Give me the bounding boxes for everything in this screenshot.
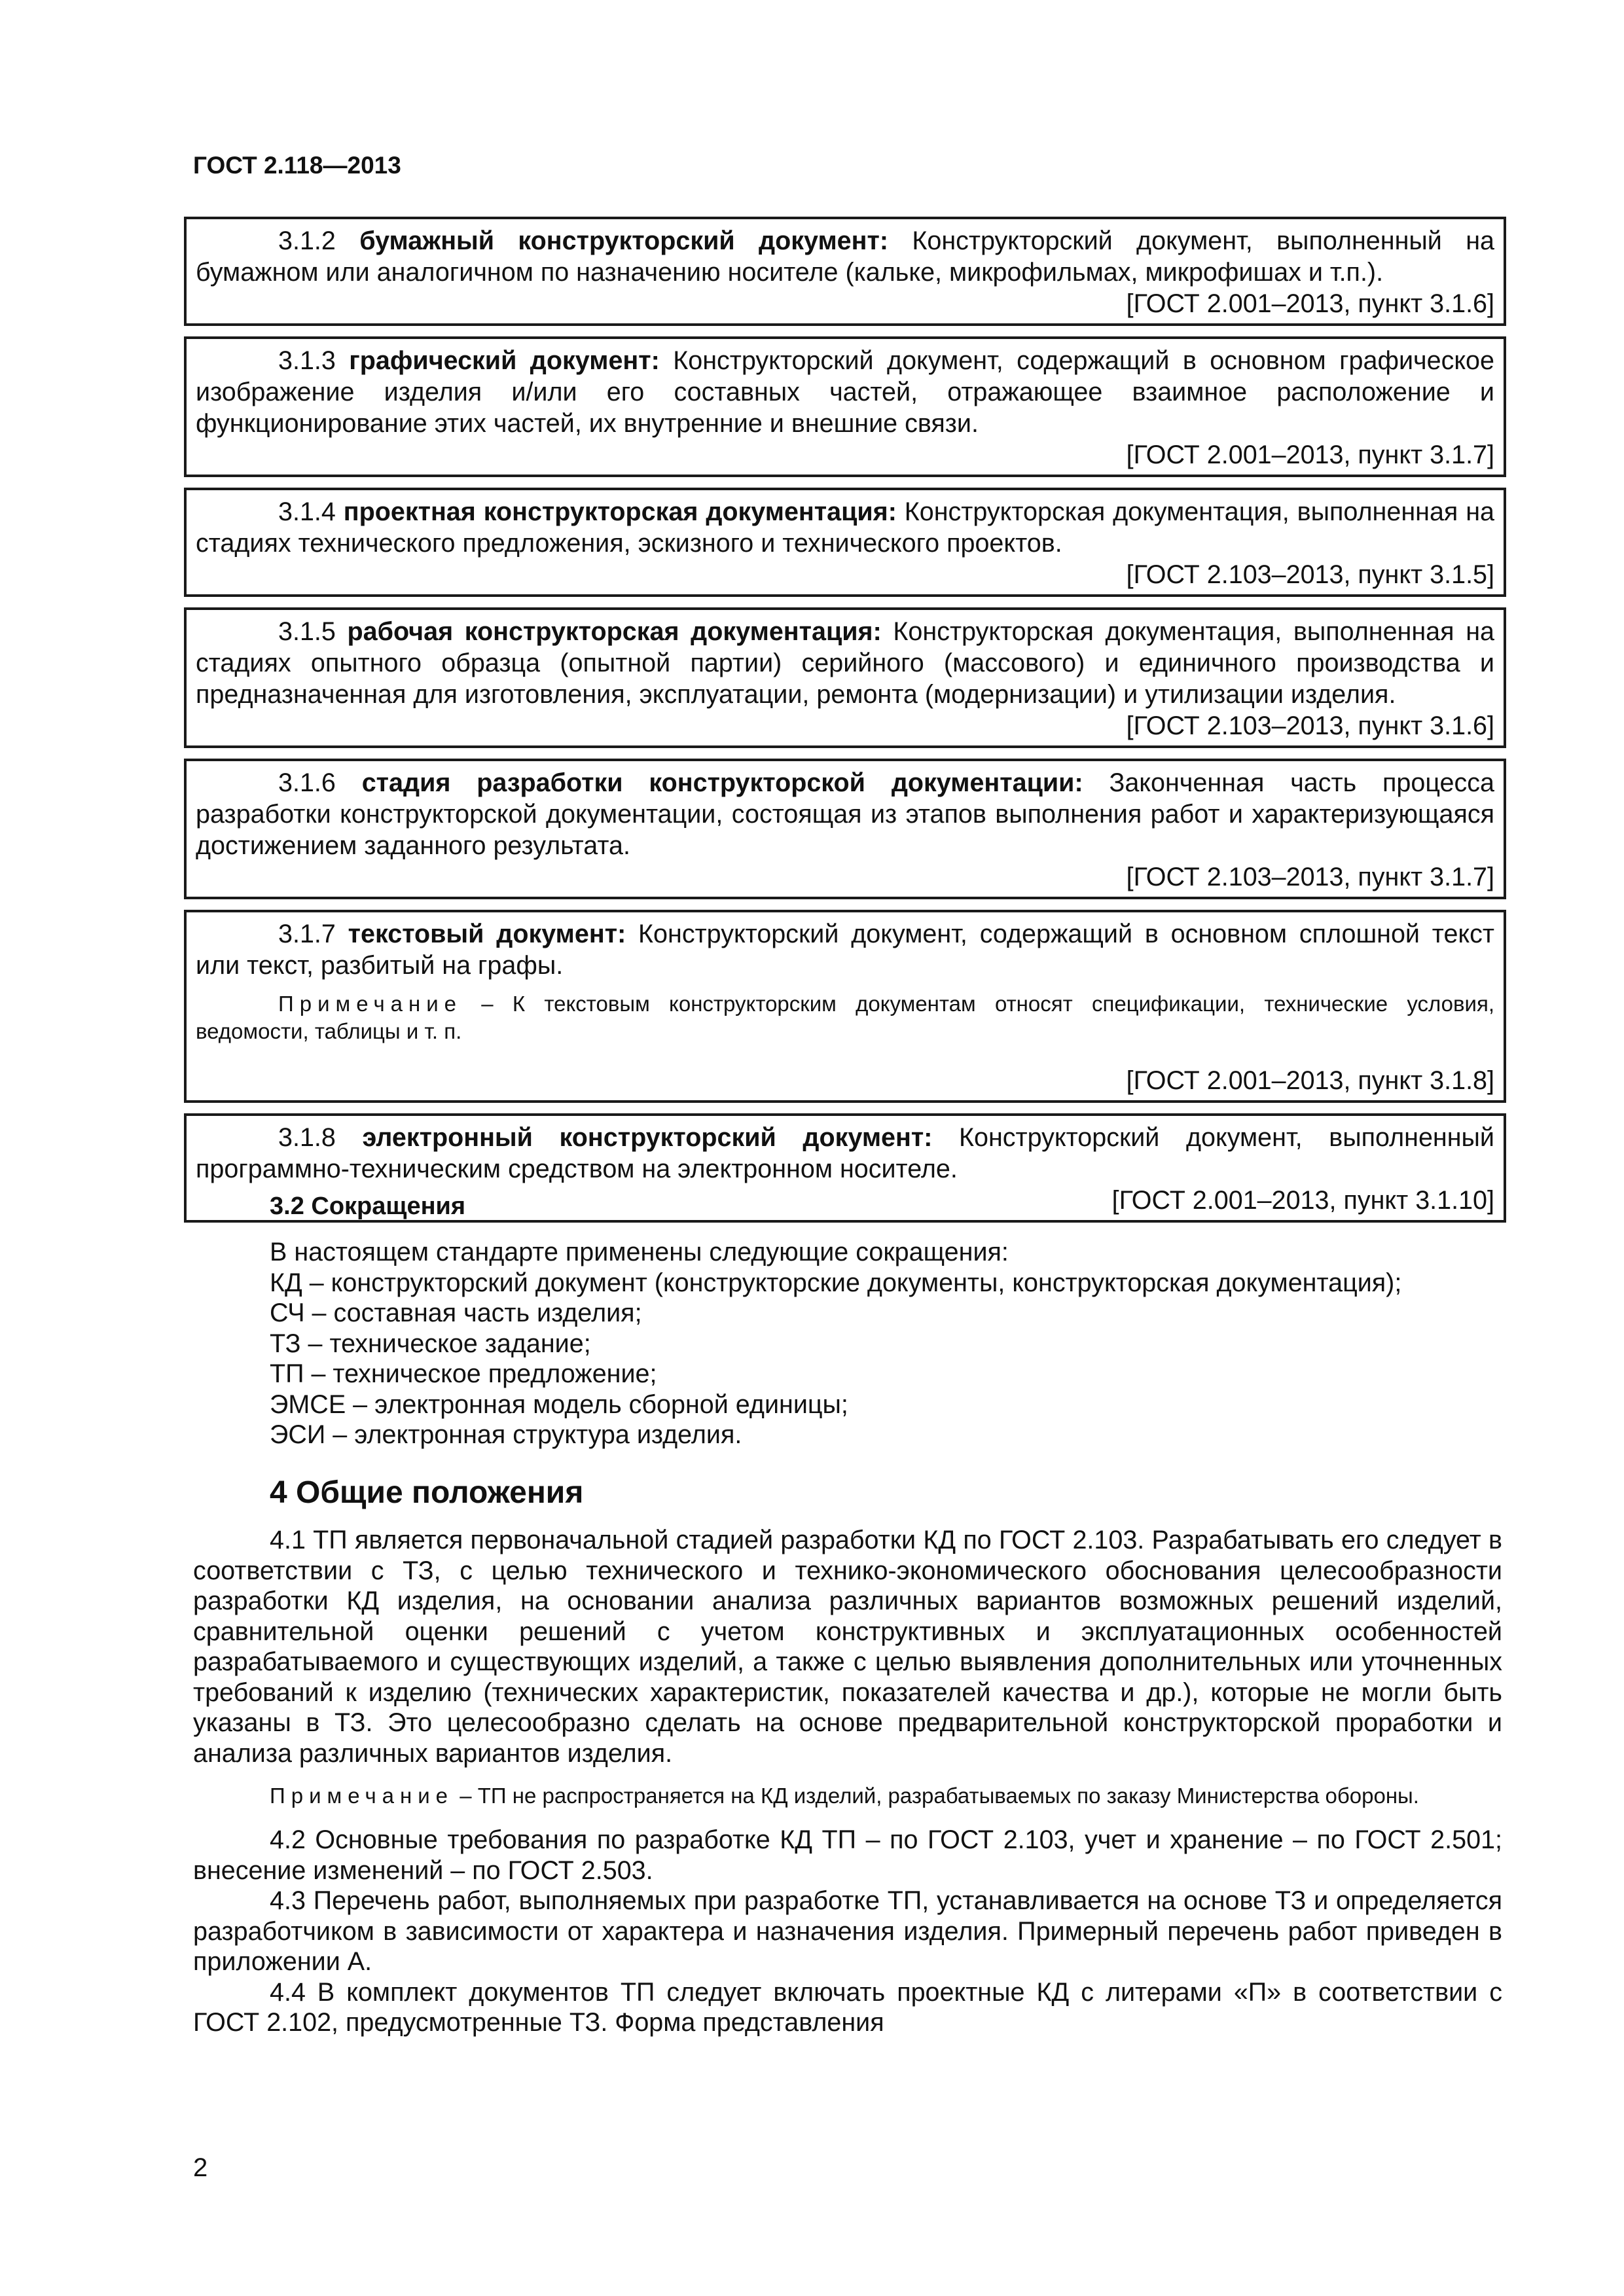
- term-name: текстовый документ:: [348, 920, 626, 948]
- paragraph: 4.1 ТП является первоначальной стадией разработки КД по ГОСТ 2.103. Разрабатывать его следует в соответствии с ТЗ, с целью технического и технико-экономического обоснования целесообразности разработки КД изделия, на основании анализа различных вариантов возможных решений изделий, сравнительной оценки решений с учетом конструктивных и эксплуатационных особенностей разрабатываемого и существующих изделий, а также с целью выявления дополнительных или уточненных требований к изделию (технических характеристик, показателей качества и др.), которые не могли быть указаны в ТЗ. Это целесообразно сделать на основе предварительной конструкторской проработки и анализа различных вариантов изделия.: [193, 1526, 1502, 1768]
- terms-list: [184, 217, 1506, 1233]
- abbreviation-item: ТП – техническое предложение;: [270, 1359, 657, 1388]
- note-label: Примечание: [278, 992, 463, 1016]
- term-box: [184, 759, 1506, 899]
- abbreviations-intro: В настоящем стандарте применены следующие сокращения:: [270, 1238, 1009, 1266]
- abbreviation-item: КД – конструкторский документ (конструкторские документы, конструкторская документация);: [270, 1268, 1402, 1297]
- term-number: 3.1.6: [278, 768, 336, 797]
- term-definition: Конструкторская документация, выполненная на стадиях технического предложения, эскизного и технического проектов.: [196, 497, 1494, 558]
- term-box: [184, 910, 1506, 1103]
- term-box: [184, 607, 1506, 748]
- term-number: 3.1.5: [278, 617, 336, 646]
- term-number: 3.1.4: [278, 497, 336, 526]
- term-number: 3.1.8: [278, 1123, 336, 1152]
- paragraph: 4.2 Основные требования по разработке КД ТП – по ГОСТ 2.103, учет и хранение – по ГОСТ 2.501; внесение изменений – по ГОСТ 2.503.: [193, 1825, 1502, 1885]
- term-box: [184, 336, 1506, 477]
- term-name: проектная конструкторская документация:: [343, 497, 897, 526]
- term-text: [196, 225, 1494, 288]
- term-definition: Конструкторская документация, выполненная на стадиях опытного образца (опытной партии) серийного (массового) и единичного производства и предназначенная для изготовления, эксплуатации, ремонта (модернизации) и утилизации изделия.: [196, 617, 1494, 709]
- term-reference: [ГОСТ 2.103–2013, пункт 3.1.6]: [1126, 711, 1494, 740]
- term-box: [184, 488, 1506, 597]
- term-name: стадия разработки конструкторской документации:: [361, 768, 1083, 797]
- paragraph: 4.3 Перечень работ, выполняемых при разработке ТП, устанавливается на основе ТЗ и определяется разработчиком в зависимости от характера и назначения изделия. Примерный перечень работ приведен в приложении А.: [193, 1886, 1502, 1976]
- term-text: [196, 616, 1494, 710]
- section-body: [193, 1525, 1502, 2038]
- term-definition: Конструкторский документ, выполненный на бумажном или аналогичном по назначению носителе (кальке, микрофильмах, микрофишах и т.п.).: [196, 226, 1494, 287]
- note: [193, 1783, 1502, 1809]
- term-reference: [ГОСТ 2.001–2013, пункт 3.1.8]: [1126, 1066, 1494, 1095]
- note-text: – ТП не распространяется на КД изделий, разрабатываемых по заказу Министерства обороны.: [460, 1784, 1419, 1808]
- abbreviation-item: ЭСИ – электронная структура изделия.: [270, 1420, 742, 1449]
- term-definition: Законченная часть процесса разработки конструкторской документации, состоящая из этапов выполнения работ и характеризующаяся достижением заданного результата.: [196, 768, 1494, 860]
- term-name: рабочая конструкторская документация:: [347, 617, 882, 646]
- term-text: [196, 918, 1494, 981]
- term-reference: [ГОСТ 2.001–2013, пункт 3.1.10]: [1111, 1186, 1494, 1215]
- document-header: ГОСТ 2.118—2013: [193, 152, 401, 179]
- abbreviation-item: СЧ – составная часть изделия;: [270, 1299, 642, 1327]
- term-number: 3.1.7: [278, 920, 336, 948]
- term-reference: [ГОСТ 2.001–2013, пункт 3.1.6]: [1126, 289, 1494, 318]
- note-label: Примечание: [270, 1784, 454, 1808]
- term-reference: [ГОСТ 2.103–2013, пункт 3.1.5]: [1126, 560, 1494, 589]
- term-definition: Конструкторский документ, содержащий в основном сплошной текст или текст, разбитый на графы.: [196, 920, 1494, 980]
- term-text: [196, 1122, 1494, 1185]
- note-text: – К текстовым конструкторским документам относят спецификации, технические условия, ведомости, таблицы и т. п.: [196, 992, 1494, 1043]
- term-box: [184, 217, 1506, 326]
- abbreviation-item: ТЗ – техническое задание;: [270, 1329, 591, 1358]
- section-heading: 4 Общие положения: [270, 1475, 584, 1510]
- term-definition: Конструкторский документ, выполненный программно-техническим средством на электронном носителе.: [196, 1123, 1494, 1183]
- term-reference: [ГОСТ 2.001–2013, пункт 3.1.7]: [1126, 440, 1494, 469]
- term-text: [196, 496, 1494, 559]
- paragraph: 4.4 В комплект документов ТП следует включать проектные КД с литерами «П» в соответствии с ГОСТ 2.102, предусмотренные ТЗ. Форма представления: [193, 1977, 1502, 2037]
- abbreviations-list: [270, 1237, 1401, 1450]
- term-reference: [ГОСТ 2.103–2013, пункт 3.1.7]: [1126, 863, 1494, 891]
- term-number: 3.1.3: [278, 346, 336, 375]
- term-name: графический документ:: [349, 346, 660, 375]
- term-text: [196, 767, 1494, 861]
- term-note: [196, 990, 1494, 1045]
- term-number: 3.1.2: [278, 226, 336, 255]
- abbreviation-item: ЭМСЕ – электронная модель сборной единицы;: [270, 1390, 848, 1419]
- term-name: электронный конструкторский документ:: [362, 1123, 933, 1152]
- section-heading: 3.2 Сокращения: [270, 1193, 466, 1220]
- term-definition: Конструкторский документ, содержащий в основном графическое изображение изделия и/или его составных частей, отражающее взаимное расположение и функционирование этих частей, их внутренние и внешние связи.: [196, 346, 1494, 438]
- term-name: бумажный конструкторский документ:: [359, 226, 888, 255]
- page-number: 2: [193, 2153, 208, 2182]
- term-text: [196, 345, 1494, 439]
